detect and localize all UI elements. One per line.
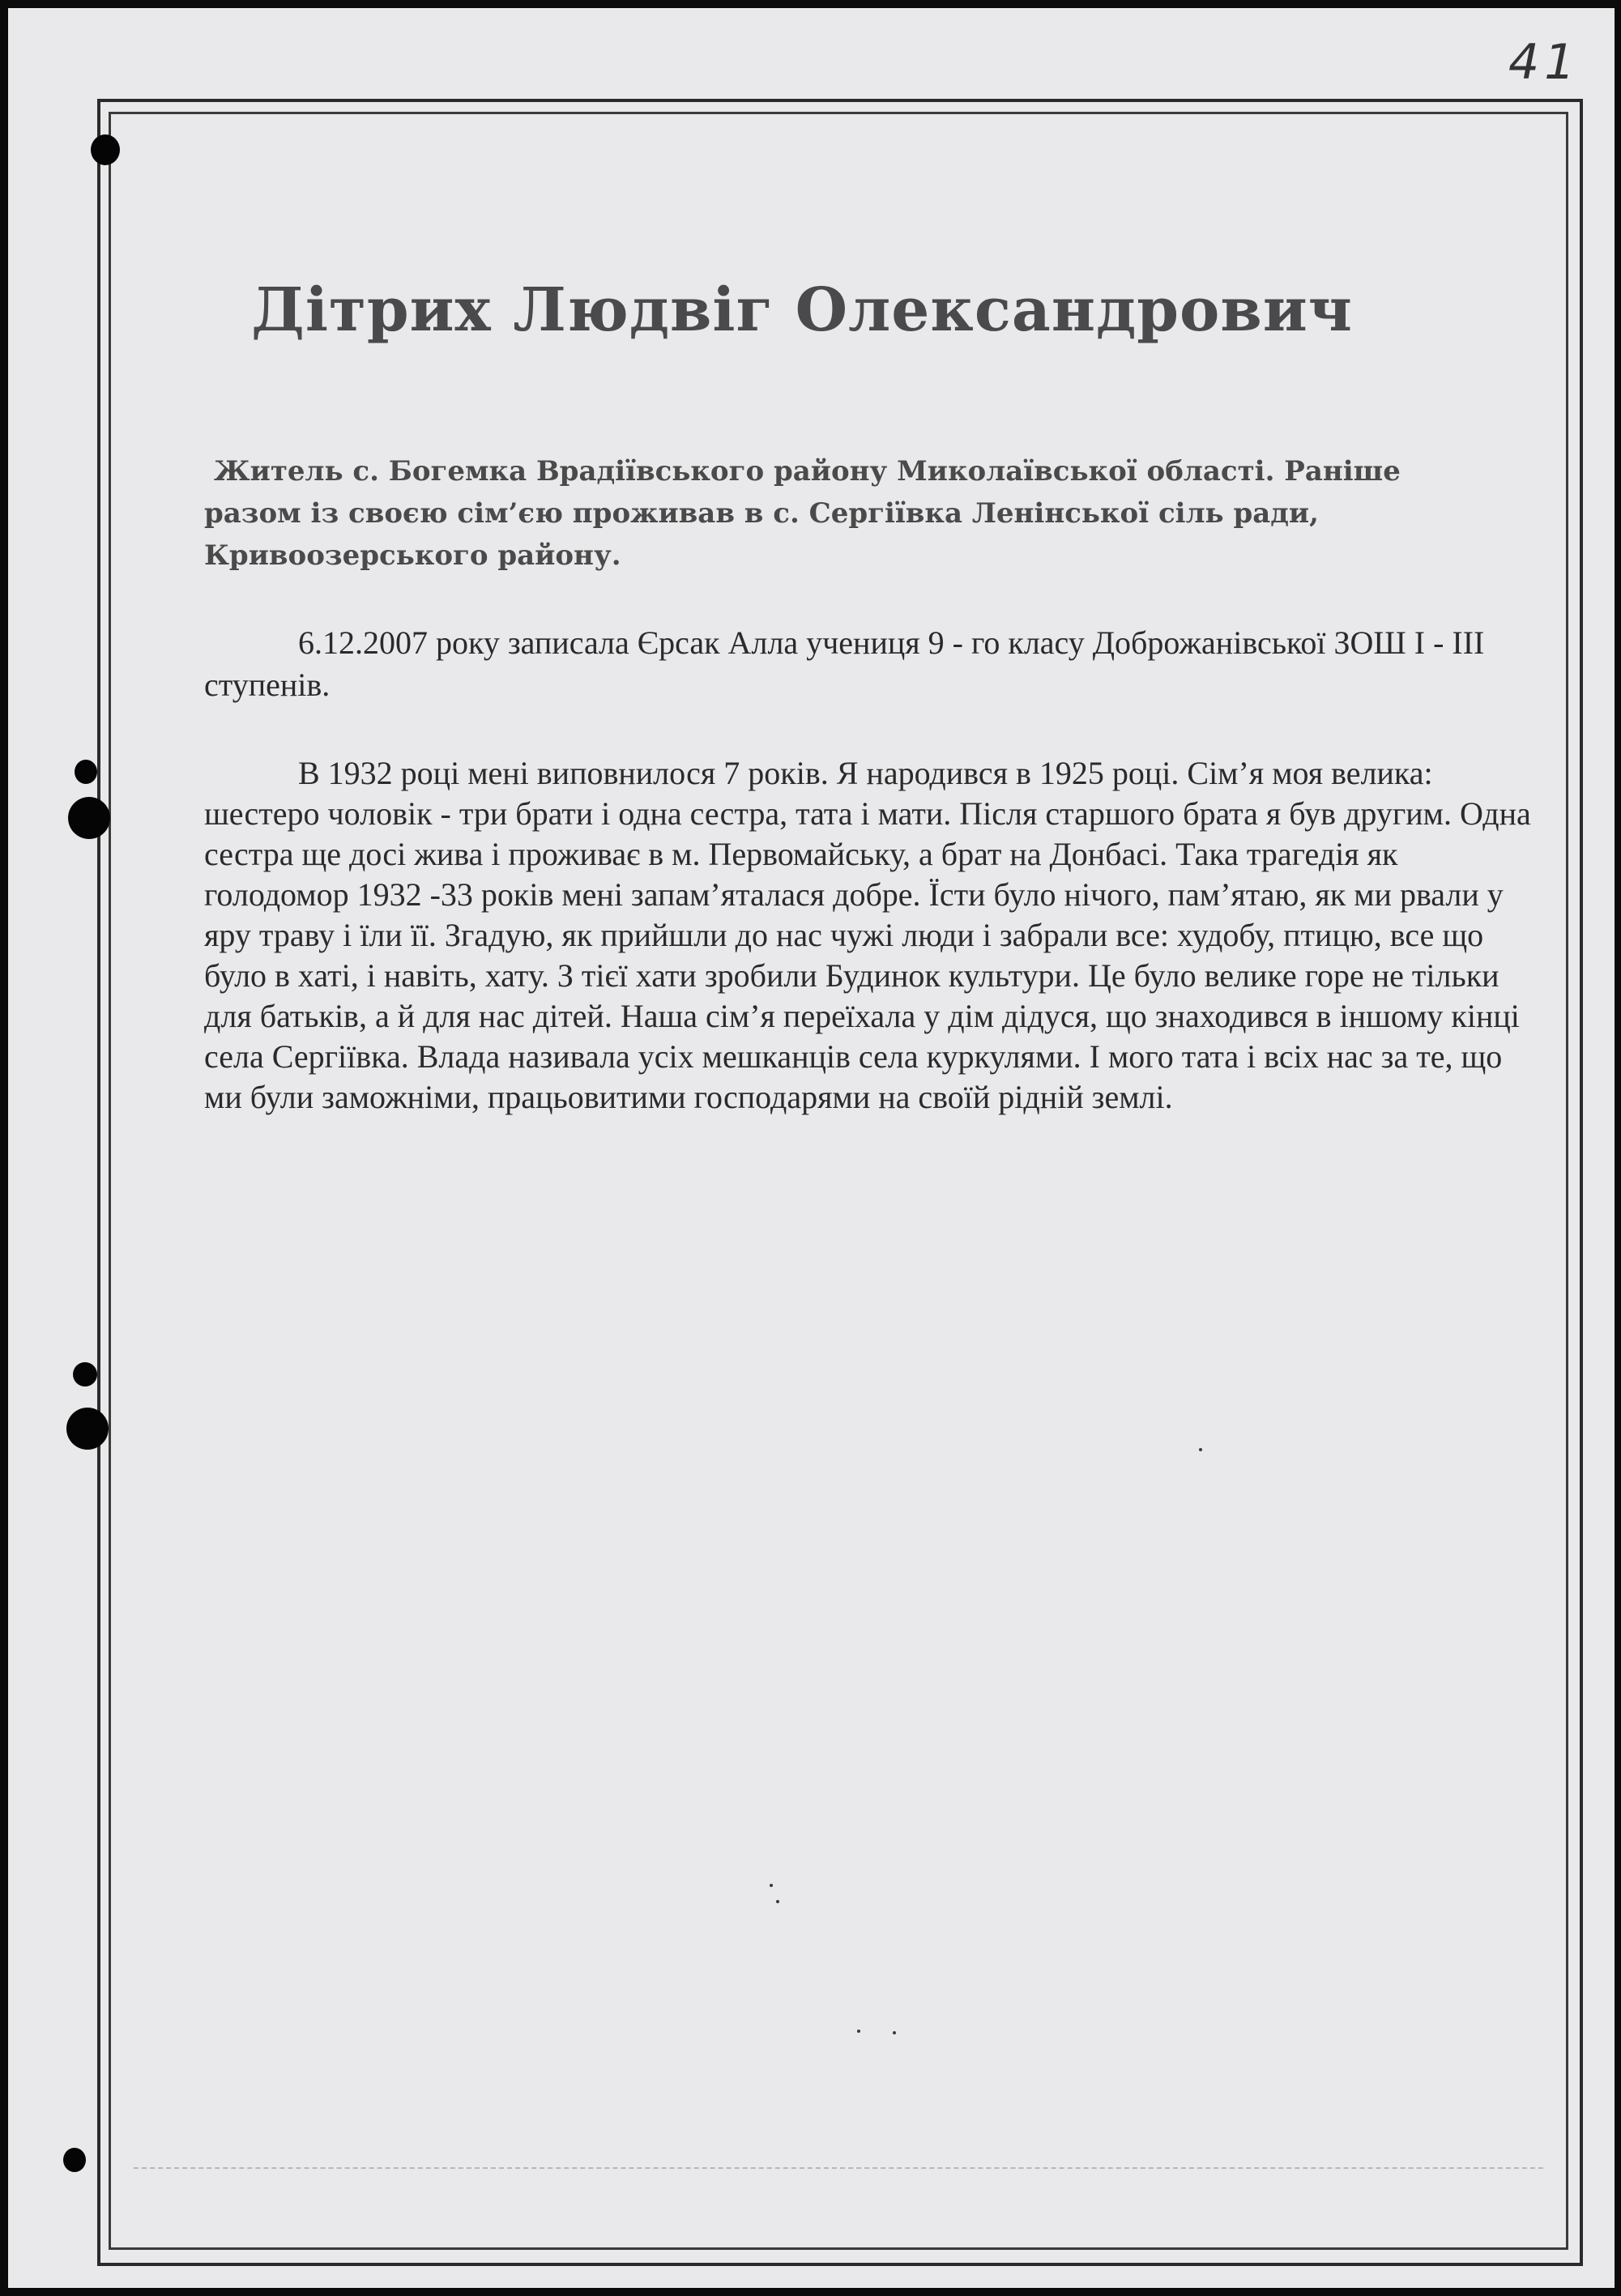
page-border-inner	[109, 112, 1568, 2250]
intro-paragraph: Житель с. Богемка Врадіївського району Миколаївської області. Раніше разом із своєю сім’єю проживав в с. Сергіївка Ленінської сіль ради, Кривоозерського району.	[204, 455, 1401, 572]
punch-hole	[63, 2148, 86, 2172]
testimony-paragraph: В 1932 році мені виповнилося 7 років. Я народився в 1925 році. Сім’я моя велика: шестеро чоловік - три брати і одна сестра, тата і мати. Після старшого брата я був другим. Одна сестра ще досі жива і проживає в м. Первомайську, а брат на Донбасі. Така трагедія як голодомор 1932 -33 років мені запам’яталася добре. Їсти було нічого, пам’ятаю, як ми рвали у яру траву і їли її. Згадую, як прийшли до нас чужі люди і забрали все: худобу, птицю, все що було в хаті, і навіть, хату. З тієї хати зробили Будинок культури. Це було велике горе не тільки для батьків, а й для нас дітей. Наша сім’я переїхала у дім дідуся, що знаходився в іншому кінці села Сергіївка. Влада називала усіх мешканців села куркулями. І мого тата і всіх нас за те, що ми були заможніми, працьовитими господарями на своїй рідній землі.	[204, 755, 1531, 1115]
record-note: 6.12.2007 року записала Єрсак Алла учениця 9 - го класу Доброжанівської ЗОШ І - ІІІ ступенів.	[204, 624, 1485, 703]
scan-speck	[770, 1884, 773, 1887]
punch-hole	[68, 797, 110, 839]
scan-speck	[1199, 1448, 1202, 1451]
scan-speck	[893, 2031, 896, 2034]
scan-speck	[776, 1900, 779, 1903]
scan-speck	[857, 2030, 860, 2033]
document-page	[8, 8, 1615, 2288]
punch-hole	[73, 1362, 97, 1387]
punch-hole	[91, 134, 120, 165]
page-number: 41	[1508, 34, 1580, 91]
bottom-rule	[134, 2167, 1543, 2169]
punch-hole	[66, 1408, 109, 1450]
document-title: Дітрих Людвіг Олександрович	[251, 275, 1353, 345]
punch-hole	[75, 760, 97, 784]
